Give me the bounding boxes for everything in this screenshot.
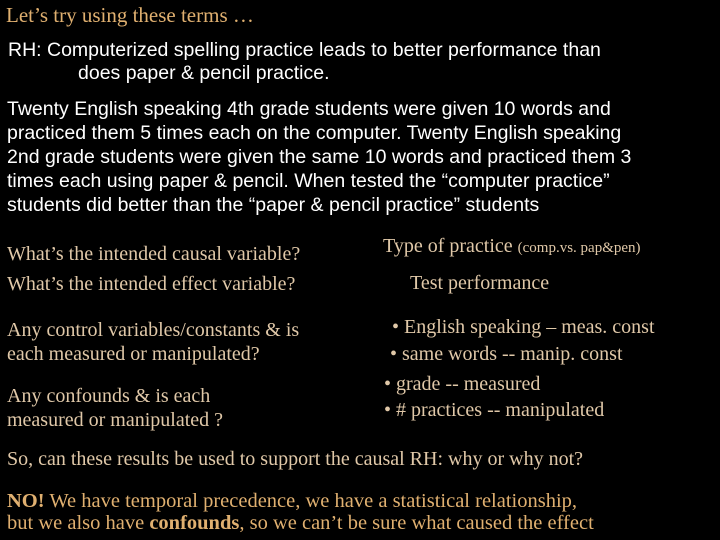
answer-line-1-rest: We have temporal precedence, we have a statistical relationship, <box>44 490 578 512</box>
rh-line-1: RH: Computerized spelling practice leads to better performance than <box>8 39 601 61</box>
question-line: measured or manipulated ? <box>7 409 224 431</box>
slide-title: Let’s try using these terms … <box>6 3 254 27</box>
answer-bullet: • English speaking – meas. const <box>392 316 655 338</box>
answer-confounds-bold: confounds <box>149 512 240 534</box>
study-line: times each using paper & pencil. When tested the “computer practice” <box>7 170 610 192</box>
answer-bullet: • same words -- manip. const <box>390 343 623 365</box>
study-line: students did better than the “paper & pencil practice” students <box>7 194 540 216</box>
rh-line-2: does paper & pencil practice. <box>78 62 330 84</box>
answer-line-2-pre: but we also have <box>7 512 150 534</box>
answer-line-1 <box>7 490 594 512</box>
answer-causal-variable <box>383 235 641 258</box>
question-confounds <box>7 384 223 432</box>
answer-confounds <box>384 371 604 423</box>
question-control-variables <box>7 318 299 366</box>
question-line: Any confounds & is each <box>7 385 211 407</box>
study-description <box>7 97 631 217</box>
answer-bullet: • # practices -- manipulated <box>384 399 605 421</box>
answer-no: NO! <box>7 490 45 512</box>
study-line: Twenty English speaking 4th grade students were given 10 words and <box>7 98 611 120</box>
answer-line-2-post: , so we can’t be sure what caused the effect <box>239 512 594 534</box>
answer-causal-detail: (comp.vs. pap&pen) <box>517 240 641 256</box>
answer-effect-variable: Test performance <box>410 272 550 294</box>
question-line: Any control variables/constants & is <box>7 319 300 341</box>
answer-causal-main: Type of practice <box>383 235 513 257</box>
study-line: practiced them 5 times each on the computer. Twenty English speaking <box>7 122 622 144</box>
question-effect-variable: What’s the intended effect variable? <box>7 273 296 295</box>
question-line: each measured or manipulated? <box>7 343 260 365</box>
answer-line-2 <box>7 512 594 534</box>
answer-control-variables <box>390 314 655 368</box>
question-causal-variable: What’s the intended causal variable? <box>7 243 301 265</box>
answer-paragraph <box>7 490 594 534</box>
study-line: 2nd grade students were given the same 10 words and practiced them 3 <box>7 146 632 168</box>
answer-bullet: • grade -- measured <box>384 373 541 395</box>
question-support-causal-rh: So, can these results be used to support the causal RH: why or why not? <box>7 448 584 470</box>
